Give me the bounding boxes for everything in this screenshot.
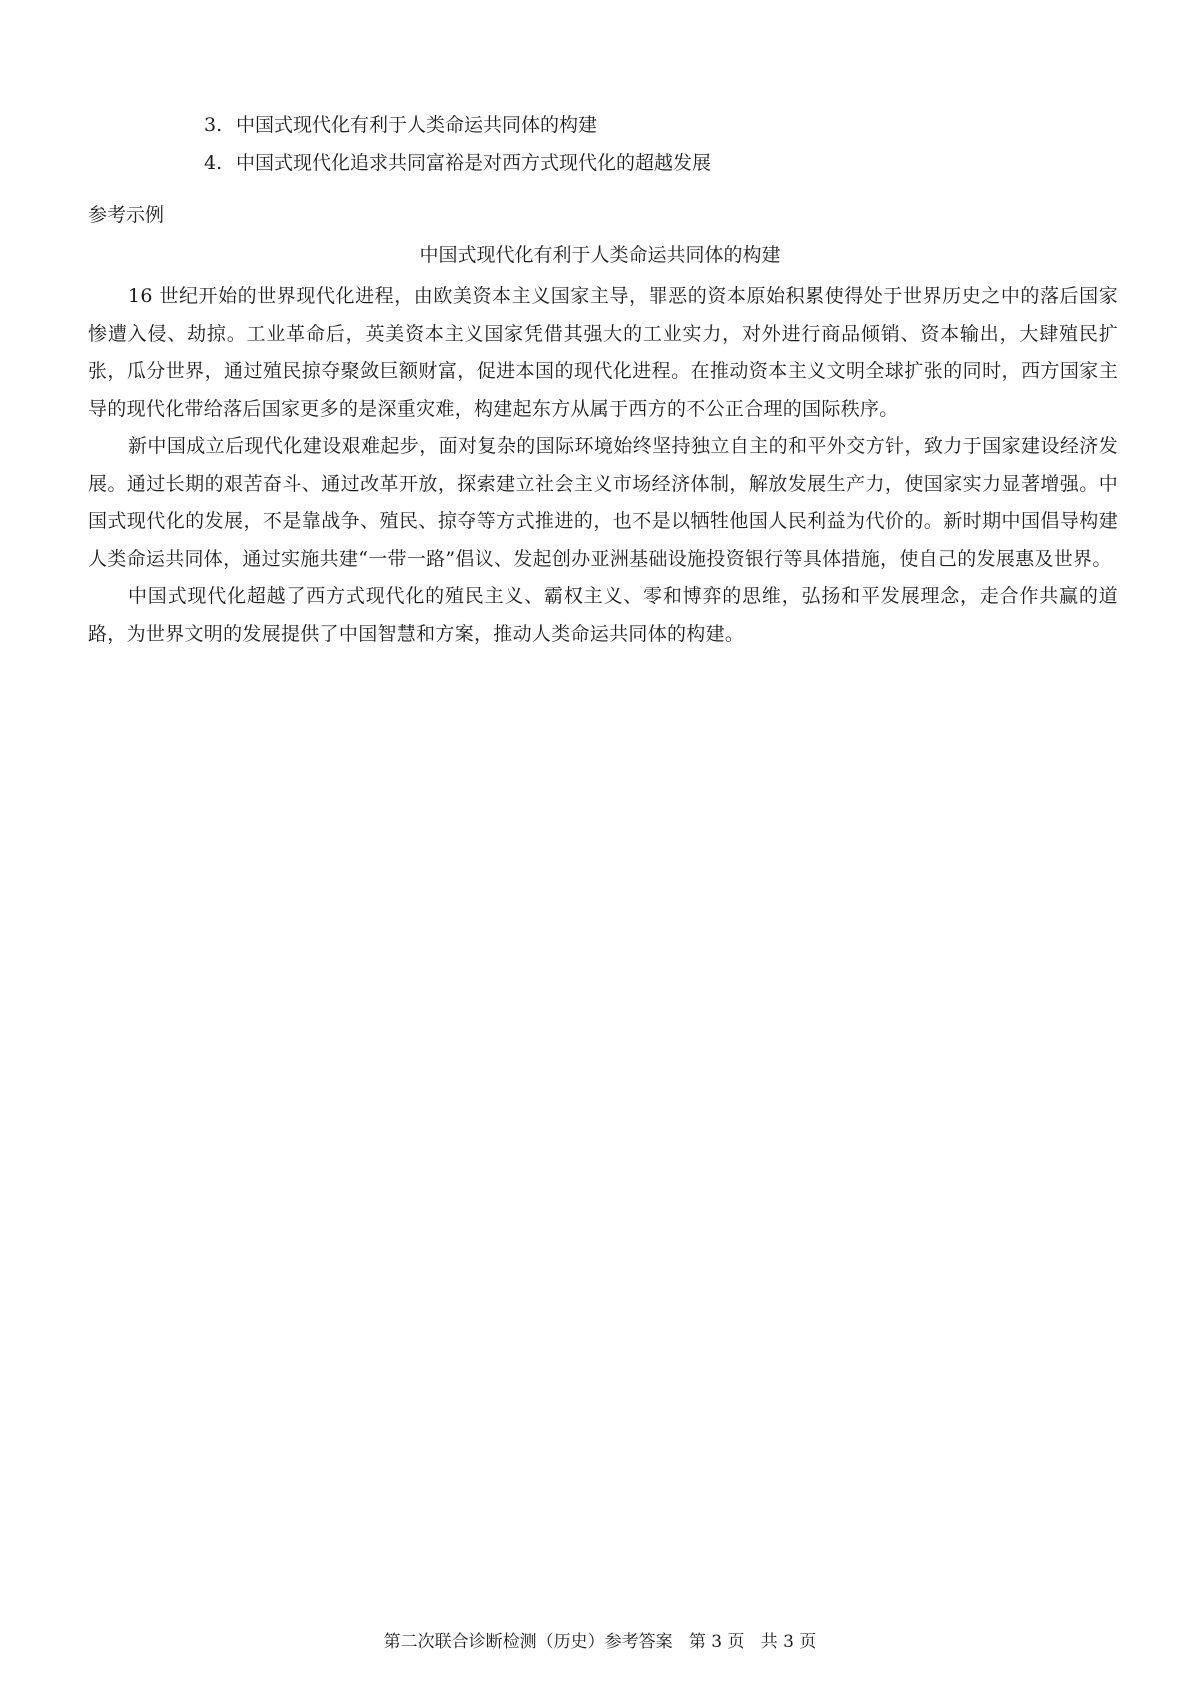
point-number: 4. [204, 152, 223, 174]
point-item-3 [204, 110, 597, 140]
example-label: 参考示例 [88, 204, 165, 226]
page-footer: 第二次联合诊断检测（历史）参考答案 第 3 页 共 3 页 [383, 1632, 817, 1652]
essay-paragraph: 16 世纪开始的世界现代化进程，由欧美资本主义国家主导，罪恶的资本原始积累使得处于世界历史之中的落后国家惨遭入侵、劫掠。工业革命后，英美资本主义国家凭借其强大的工业实力，对外进行商品倾销、资本输出，大肆殖民扩张，瓜分世界，通过殖民掠夺聚敛巨额财富，促进本国的现代化进程。在推动资本主义文明全球扩张的同时，西方国家主导的现代化带给落后国家更多的是深重灾难，构建起东方从属于西方的不公正合理的国际秩序。 [88, 285, 1118, 420]
point-number: 3. [204, 114, 223, 136]
point-text: 中国式现代化追求共同富裕是对西方式现代化的超越发展 [236, 152, 712, 174]
point-text: 中国式现代化有利于人类命运共同体的构建 [236, 114, 598, 136]
point-item-4 [204, 148, 711, 178]
essay-paragraph: 新中国成立后现代化建设艰难起步，面对复杂的国际环境始终坚持独立自主的和平外交方针，致力于国家建设经济发展。通过长期的艰苦奋斗、通过改革开放，探索建立社会主义市场经济体制，解放发展生产力，使国家实力显著增强。中国式现代化的发展，不是靠战争、殖民、掠夺等方式推进的，也不是以牺牲他国人民利益为代价的。新时期中国倡导构建人类命运共同体，通过实施共建“一带一路”倡议、发起创办亚洲基础设施投资银行等具体措施，使自己的发展惠及世界。 [88, 435, 1118, 570]
essay-paragraph: 中国式现代化超越了西方式现代化的殖民主义、霸权主义、零和博弈的思维，弘扬和平发展理念，走合作共赢的道路，为世界文明的发展提供了中国智慧和方案，推动人类命运共同体的构建。 [88, 585, 1118, 645]
essay-title: 中国式现代化有利于人类命运共同体的构建 [419, 244, 781, 266]
essay-body [88, 278, 1118, 653]
